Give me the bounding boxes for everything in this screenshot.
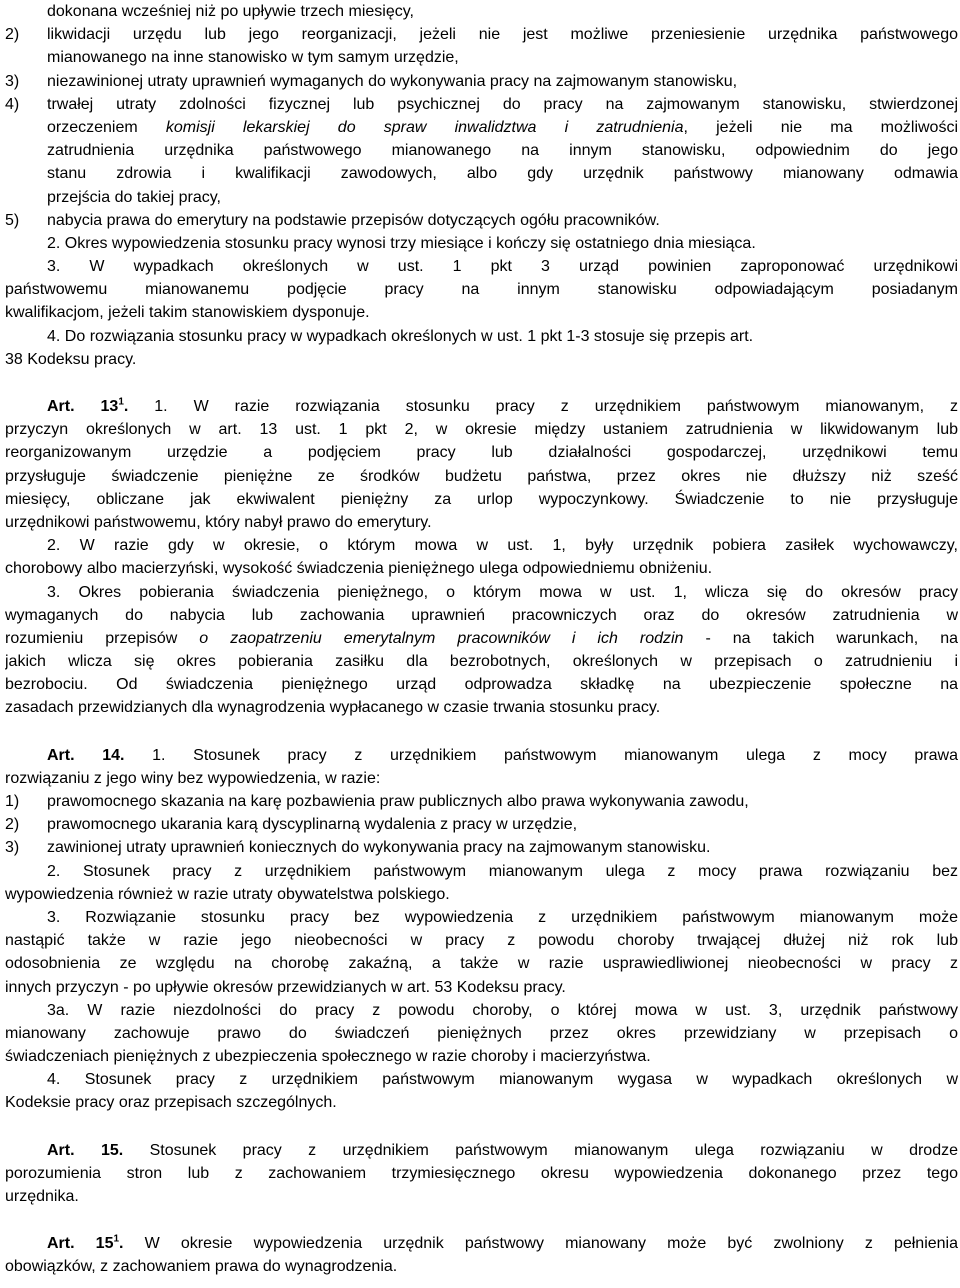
text-line xyxy=(5,46,958,69)
text: miesięcy, obliczane jak ekwiwalent pieniężny za urlop wypoczynkowy. Świadczenie to nie przysługuje xyxy=(5,490,958,508)
text: prawomocnego ukarania karą dyscyplinarną wydalenia z pracy w urzędzie, xyxy=(47,816,578,834)
text: zasadach przewidzianych dla wynagrodzenia wypłacanego w czasie trwania stosunku pracy. xyxy=(5,699,661,717)
text: trwałej utraty zdolności fizycznej lub psychicznej do pracy na zajmowanym stanowisku, stwierdzonej xyxy=(47,95,958,113)
article-14-heading-line xyxy=(5,744,958,767)
text: mianowanego na inne stanowisko w tym samym urzędzie, xyxy=(47,49,459,67)
text-line xyxy=(5,139,958,162)
text: rozwiązaniu z jego winy bez wypowiedzenia, w razie: xyxy=(5,769,381,787)
article-15-heading-line xyxy=(5,1139,958,1162)
text: zatrudnienia urzędnika państwowego mianowanego na innym stanowisku, odpowiednim do jego xyxy=(47,142,958,160)
text: urzędnikowi państwowemu, który nabył prawo do emerytury. xyxy=(5,513,432,531)
article-label xyxy=(47,398,128,415)
list-item xyxy=(5,70,958,93)
text: przyczyn określonych w art. 13 ust. 1 pkt 2, w okresie między ustaniem zatrudnienia w likwidowanym lub xyxy=(5,421,958,439)
text-line xyxy=(5,348,958,371)
article-label-text: Art. 13 xyxy=(47,398,119,415)
text-line xyxy=(5,511,958,534)
text: Stosunek pracy z urzędnikiem państwowym mianowanym ulega rozwiązaniu w drodze xyxy=(149,1141,958,1159)
text: 2. Okres wypowiedzenia stosunku pracy wynosi trzy miesiące i kończy się ostatniego dnia miesiąca. xyxy=(47,234,756,252)
text: Kodeksie pracy oraz przepisach szczególnych. xyxy=(5,1094,337,1112)
text-line xyxy=(5,325,958,348)
text: nastąpić także w razie jego nieobecności w pracy z powodu choroby trwającej dłużej niż rok lub xyxy=(5,932,958,950)
text: świadczeniach pieniężnych z ubezpieczenia społecznego w razie choroby i macierzyństwa. xyxy=(5,1048,651,1066)
text: , jeżeli nie ma możliwości xyxy=(683,118,958,136)
text-line xyxy=(5,162,958,185)
text: obowiązków, z zachowaniem prawa do wynagrodzenia. xyxy=(5,1258,398,1276)
text: 3a. W razie niezdolności do pracy z powodu choroby, o której mowa w ust. 3, urzędnik państwowy xyxy=(47,1001,958,1019)
text: - na takich warunkach, na xyxy=(705,629,958,647)
article-label-text: Art. 15 xyxy=(47,1235,114,1253)
text: 38 Kodeksu pracy. xyxy=(5,350,137,368)
text-line xyxy=(5,441,958,464)
text-line xyxy=(5,767,958,790)
text-line xyxy=(5,255,958,278)
text-line xyxy=(5,186,958,209)
text: odosobnienia ze względu na chorobę zakaźną, a także w razie usprawiedliwionej nieobecności w pracy z xyxy=(5,955,958,973)
text-line xyxy=(5,883,958,906)
text: przejścia do takiej pracy, xyxy=(47,188,221,206)
article-15-1-heading-line xyxy=(5,1232,958,1255)
list-number: 2) xyxy=(5,26,20,44)
text-line xyxy=(5,278,958,301)
article-superscript: 1 xyxy=(118,396,124,408)
text-line xyxy=(5,604,958,627)
text: niezawinionej utraty uprawnień wymaganych do wykonywania pracy na zajmowanym stanowisku, xyxy=(47,72,738,90)
text: 2. W razie gdy w okresie, o którym mowa w ust. 1, były urzędnik pobiera zasiłek wychowawczy, xyxy=(47,537,958,555)
text: W okresie wypowiedzenia urzędnik państwowy mianowany może być zwolniony z pełnienia xyxy=(144,1235,958,1253)
article-superscript: 1 xyxy=(113,1233,120,1245)
text: zawinionej utraty uprawnień koniecznych do wykonywania pracy na zajmowanym stanowisku. xyxy=(47,839,711,857)
text: prawomocnego skazania na karę pozbawienia praw publicznych albo prawa wykonywania zawodu, xyxy=(47,793,749,810)
text-line xyxy=(5,1255,958,1278)
text: dokonana wcześniej niż po upływie trzech miesięcy, xyxy=(47,3,414,20)
text-line xyxy=(5,581,958,604)
text-line xyxy=(5,627,958,650)
text-line xyxy=(5,465,958,488)
text: reorganizowanym urzędzie a podjęciem pracy lub działalności gospodarczej, urzędnikowi temu xyxy=(5,444,958,462)
list-number: 2) xyxy=(5,816,20,834)
document-page xyxy=(5,0,958,1279)
text: jakich wlicza się okres pobierania zasiłku dla bezrobotnych, określonych w przepisach o zatrudnieniu i xyxy=(5,653,958,671)
text-line xyxy=(5,1185,958,1208)
text-line xyxy=(5,1162,958,1185)
text: chorobowy albo macierzyński, wysokość świadczenia pieniężnego ulega odpowiedniemu obniżeniu. xyxy=(5,560,713,578)
article-13-1-heading-line xyxy=(5,395,958,418)
list-number: 1) xyxy=(5,793,20,810)
list-item xyxy=(5,790,958,813)
list-item xyxy=(5,23,958,46)
text-line xyxy=(5,534,958,557)
italic-text: o zaopatrzeniu emerytalnym pracowników i ich rodzin xyxy=(199,629,684,647)
text: kwalifikacjom, jeżeli takim stanowiskiem dysponuje. xyxy=(5,304,370,322)
text: orzeczeniem xyxy=(47,118,138,136)
text: 1. W razie rozwiązania stosunku pracy z urzędnikiem państwowym mianowanym, z xyxy=(154,398,958,415)
text-line xyxy=(5,557,958,580)
list-number: 5) xyxy=(5,211,20,229)
text: państwowemu mianowanemu podjęcie pracy na innym stanowisku odpowiadającym posiadanym xyxy=(5,281,958,299)
text: wymaganych do nabycia lub zachowania uprawnień pracowniczych oraz do okresów zatrudnienia w xyxy=(5,606,958,624)
list-number: 3) xyxy=(5,72,20,90)
text: 1. Stosunek pracy z urzędnikiem państwowym mianowanym ulega z mocy prawa xyxy=(152,746,958,764)
list-number: 4) xyxy=(5,95,20,113)
list-number: 3) xyxy=(5,839,20,857)
text-line xyxy=(5,1045,958,1068)
text-line xyxy=(5,696,958,719)
text: 2. Stosunek pracy z urzędnikiem państwowym mianowanym ulega z mocy prawa rozwiązaniu bez xyxy=(47,862,958,880)
text-line xyxy=(5,488,958,511)
text: 3. Okres pobierania świadczenia pieniężnego, o którym mowa w ust. 1, wlicza się do okresów pracy xyxy=(47,583,958,601)
list-item xyxy=(5,209,958,232)
text-line xyxy=(5,976,958,999)
list-item xyxy=(5,836,958,859)
list-item xyxy=(5,93,958,116)
list-item xyxy=(5,813,958,836)
article-label: Art. 14. xyxy=(47,746,125,764)
text-line xyxy=(5,999,958,1022)
text: innych przyczyn - po upływie okresów przewidzianych w art. 53 Kodeksu pracy. xyxy=(5,978,566,996)
text-line xyxy=(5,906,958,929)
text: 3. W wypadkach określonych w ust. 1 pkt 3 urząd powinien zaproponować urzędnikowi xyxy=(47,258,958,276)
text: mianowany zachowuje prawo do świadczeń pieniężnych przez okres przewidziany w przepisach o xyxy=(5,1024,958,1042)
text: rozumieniu przepisów xyxy=(5,629,178,647)
italic-text: komisji lekarskiej do spraw inwalidztwa i zatrudnienia xyxy=(165,118,684,136)
article-label: Art. 15. xyxy=(47,1141,124,1159)
article-label-dot: . xyxy=(123,398,129,415)
text-line xyxy=(5,1068,958,1091)
text-line xyxy=(5,929,958,952)
text: bezrobociu. Od świadczenia pieniężnego urząd odprowadza składkę na ubezpieczenie społeczne na xyxy=(5,676,958,694)
text: 3. Rozwiązanie stosunku pracy bez wypowiedzenia z urzędnikiem państwowym mianowanym może xyxy=(47,908,958,926)
text-line xyxy=(5,860,958,883)
text-line xyxy=(5,1091,958,1114)
text: 4. Do rozwiązania stosunku pracy w wypadkach określonych w ust. 1 pkt 1-3 stosuje się przepis art. xyxy=(47,327,754,345)
text: przysługuje świadczenie pieniężne ze środków budżetu państwa, przez okres nie dłuższy niż sześć xyxy=(5,467,958,485)
text-line xyxy=(5,301,958,324)
text-line xyxy=(5,116,958,139)
text-line xyxy=(5,232,958,255)
text-line xyxy=(5,952,958,975)
text: 4. Stosunek pracy z urzędnikiem państwowym mianowanym wygasa w wypadkach określonych w xyxy=(47,1071,958,1089)
text-line xyxy=(5,1022,958,1045)
text: wypowiedzenia również w razie utraty obywatelstwa polskiego. xyxy=(5,885,450,903)
article-label xyxy=(47,1235,124,1252)
text: porozumienia stron lub z zachowaniem trzymiesięcznego okresu wypowiedzenia dokonanego przez tego xyxy=(5,1164,958,1182)
text: likwidacji urzędu lub jego reorganizacji, jeżeli nie jest możliwe przeniesienie urzędnika państwowego xyxy=(47,26,958,44)
text-line xyxy=(5,650,958,673)
text: urzędnika. xyxy=(5,1188,79,1205)
text-line xyxy=(5,673,958,696)
article-label-dot: . xyxy=(119,1235,124,1253)
text-line xyxy=(5,418,958,441)
text: stanu zdrowia i kwalifikacji zawodowych, albo gdy urzędnik państwowy mianowany odmawia xyxy=(47,165,958,183)
text-line xyxy=(5,0,958,23)
text: nabycia prawa do emerytury na podstawie przepisów dotyczących ogółu pracowników. xyxy=(47,211,660,229)
